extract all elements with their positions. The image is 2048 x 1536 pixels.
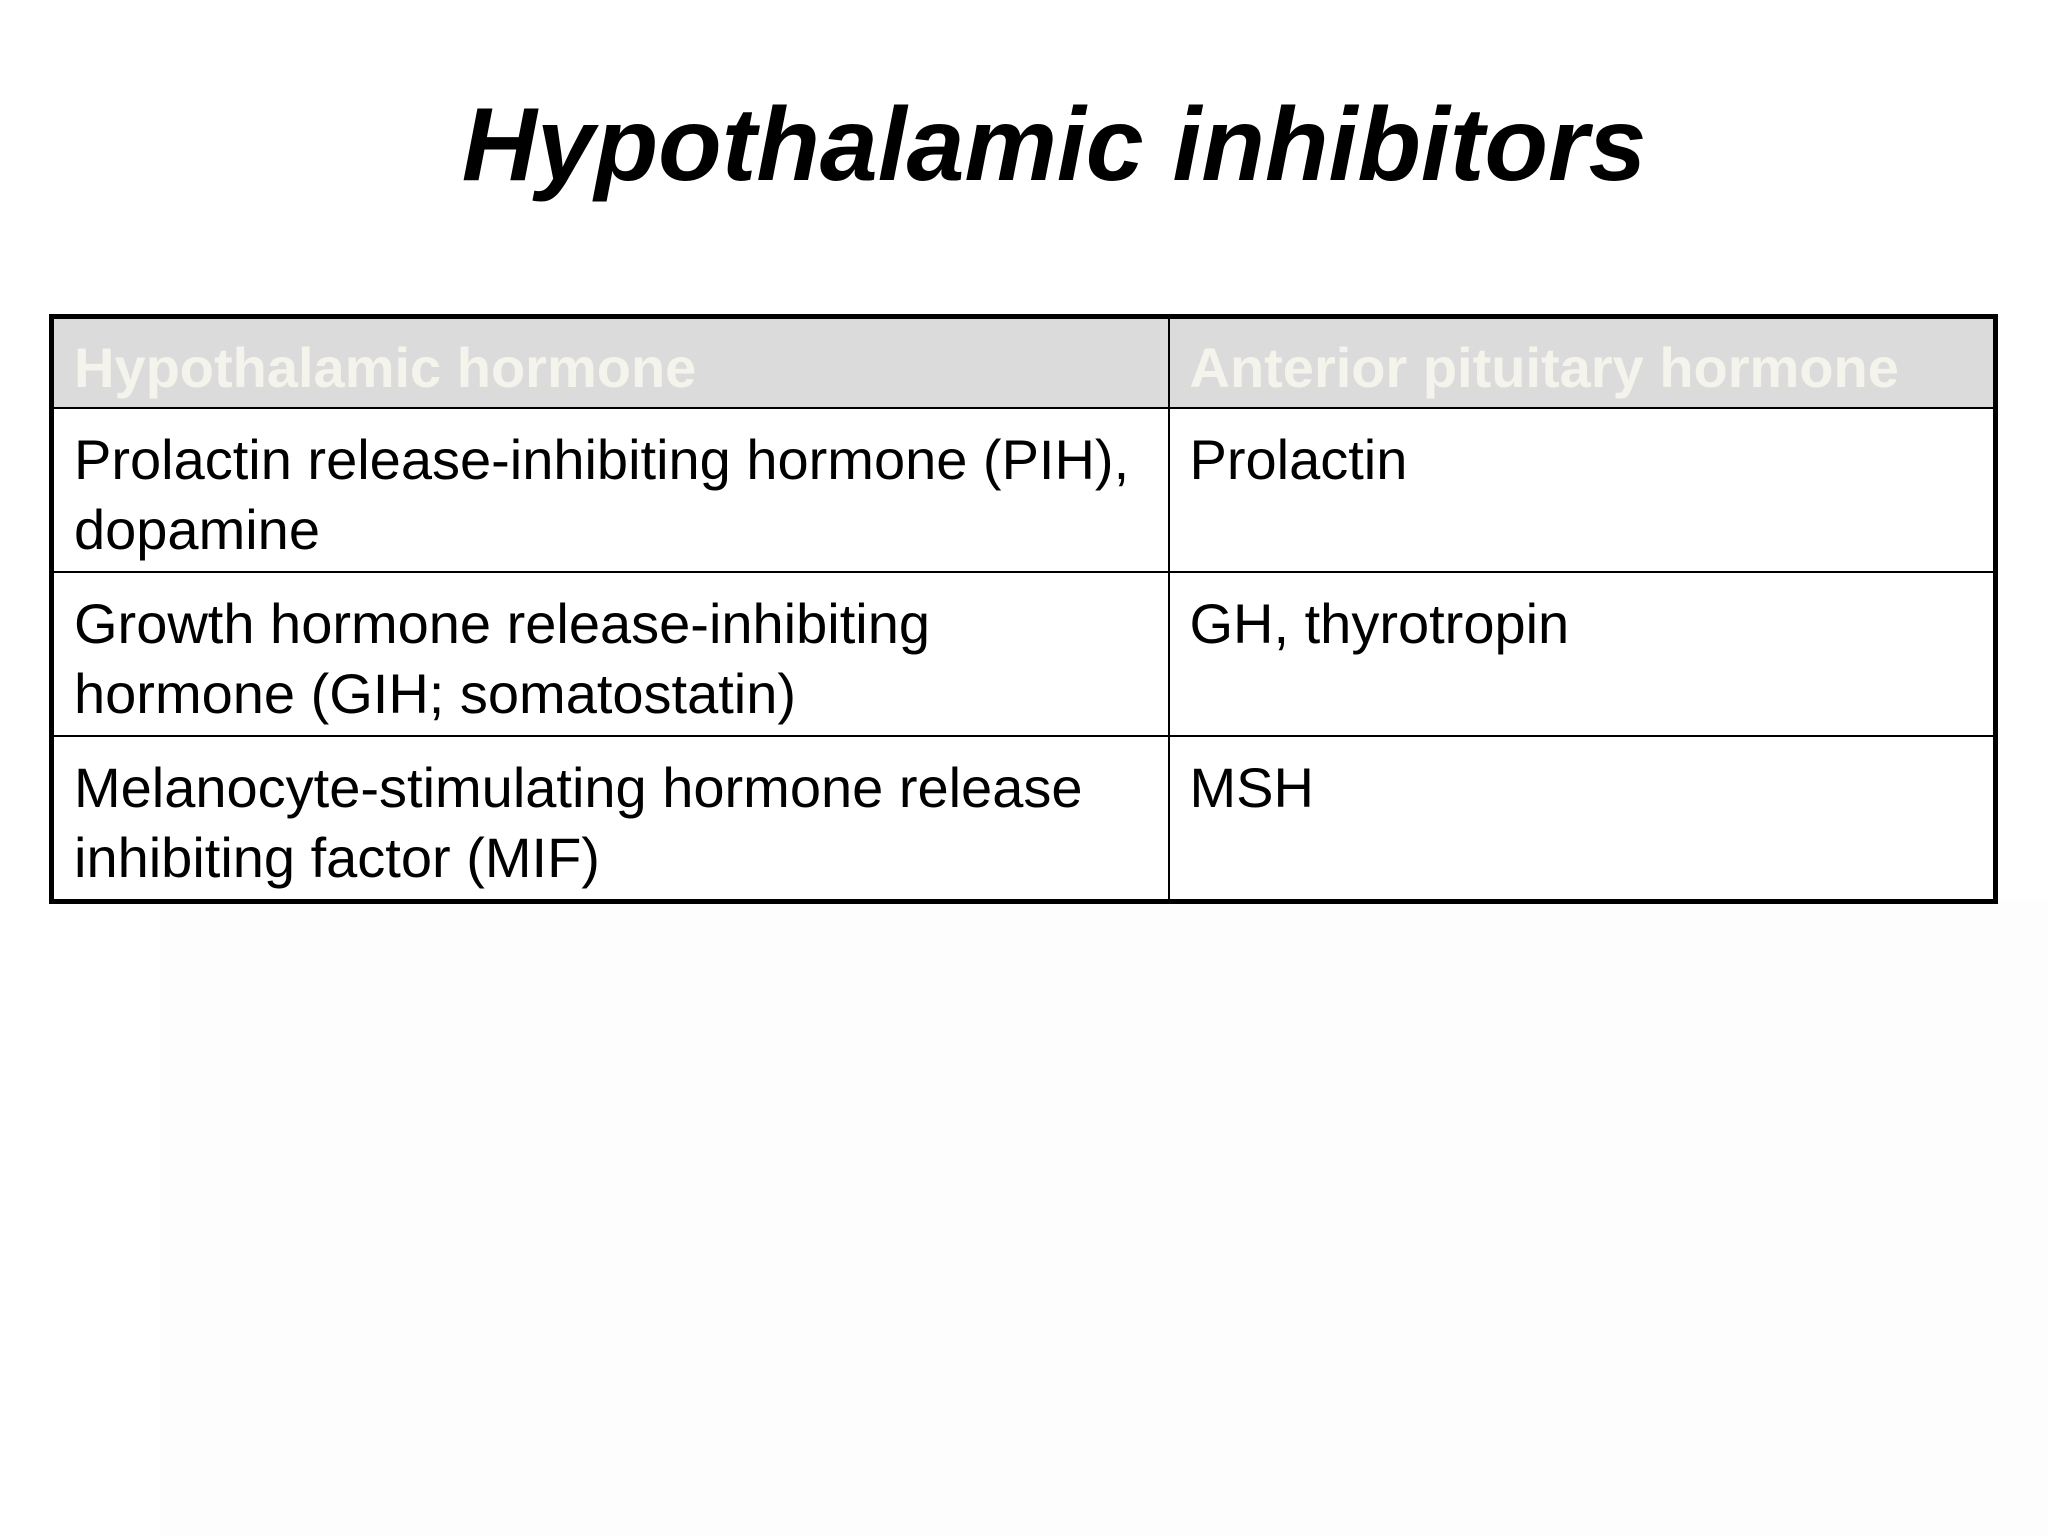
hormone-table: [49, 314, 1998, 904]
cell-anterior-pituitary-hormone: GH, thyrotropin: [1169, 572, 1996, 736]
header-anterior-pituitary-hormone: Anterior pituitary hormone: [1169, 317, 1996, 409]
table-row: [52, 408, 1996, 572]
slide-title: Hypothalamic inhibitors: [461, 87, 1647, 203]
cell-hypothalamic-hormone: Prolactin release-inhibiting hormone (PIH), dopamine: [52, 408, 1169, 572]
cell-hypothalamic-hormone: Melanocyte-stimulating hormone release inhibiting factor (MIF): [52, 736, 1169, 902]
table-row: [52, 572, 1996, 736]
table-header-row: [52, 317, 1996, 409]
table-row: [52, 736, 1996, 902]
table-container: [49, 314, 1993, 904]
header-hypothalamic-hormone: Hypothalamic hormone: [52, 317, 1169, 409]
cell-anterior-pituitary-hormone: Prolactin: [1169, 408, 1996, 572]
cell-hypothalamic-hormone: Growth hormone release-inhibiting hormone (GIH; somatostatin): [52, 572, 1169, 736]
background-panel: [160, 900, 2048, 1536]
cell-anterior-pituitary-hormone: MSH: [1169, 736, 1996, 902]
